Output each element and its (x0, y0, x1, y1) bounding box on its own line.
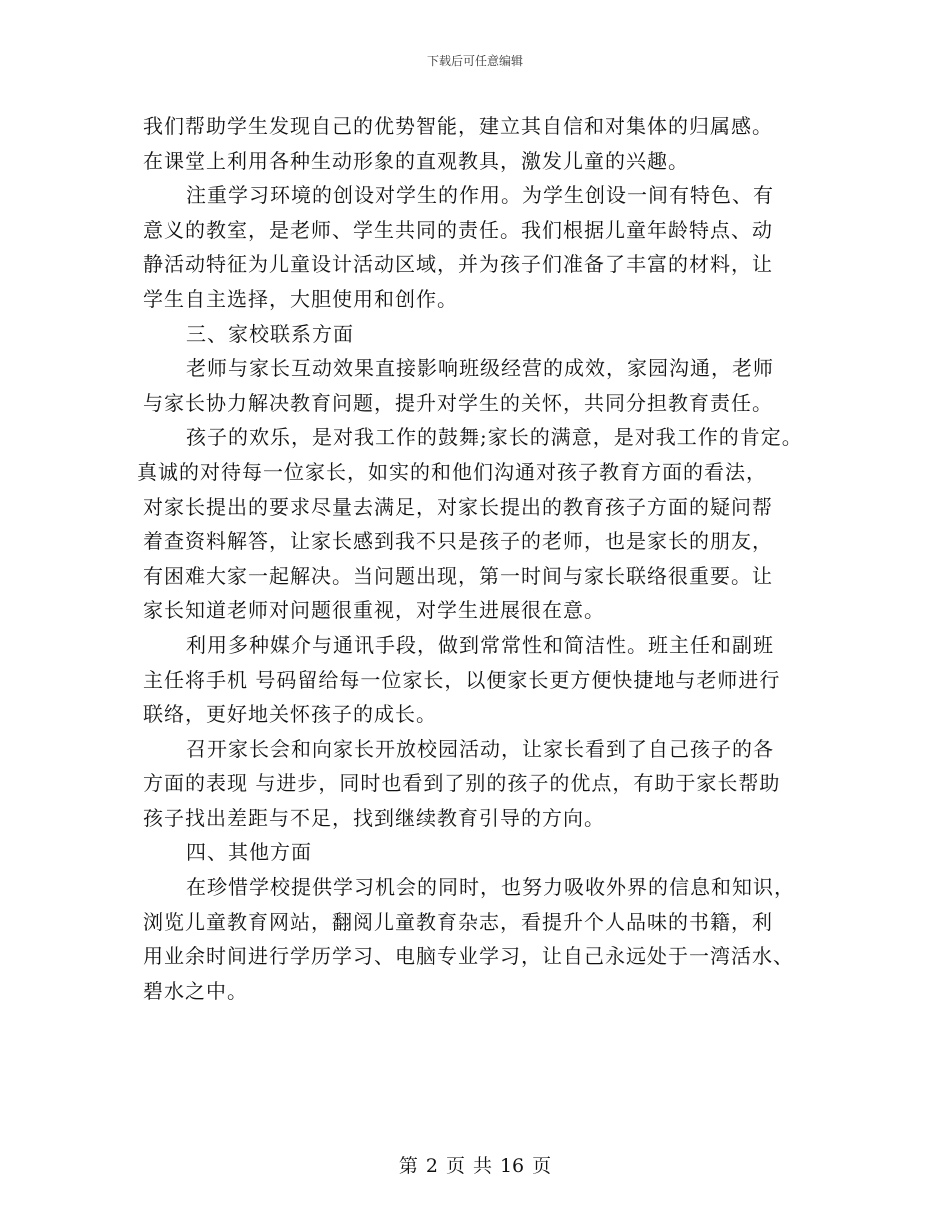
section-heading: 四、其他方面 (186, 840, 312, 865)
text-line: 方面的表现 与进步，同时也看到了别的孩子的优点，有助于家长帮助 (143, 771, 781, 796)
text-line: 孩子找出差距与不足，找到继续教育引导的方向。 (143, 805, 605, 830)
text-line: 孩子的欢乐，是对我工作的鼓舞;家长的满意，是对我工作的肯定。 (186, 425, 803, 450)
text-line: 对家长提出的要求尽量去满足，对家长提出的教育孩子方面的疑问帮 (143, 494, 773, 519)
text-line: 浏览儿童教育网站，翻阅儿童教育杂志，看提升个人品味的书籍，利 (143, 909, 773, 934)
page-header: 下载后可任意编辑 (426, 54, 523, 68)
text-line: 注重学习环境的创设对学生的作用。为学生创设一间有特色、有 (186, 183, 774, 208)
text-line: 学生自主选择，大胆使用和创作。 (143, 286, 458, 311)
text-line: 在珍惜学校提供学习机会的同时，也努力吸收外界的信息和知识， (186, 875, 795, 900)
page-unit: 页 (445, 1155, 465, 1177)
text-line: 召开家长会和向家长开放校园活动，让家长看到了自己孩子的各 (186, 736, 774, 761)
total-label: 共 (472, 1155, 492, 1177)
text-line: 有困难大家一起解决。当问题出现，第一时间与家长联络很重要。让 (143, 563, 773, 588)
document-body (137, 109, 843, 1008)
text-line: 老师与家长互动效果直接影响班级经营的成效，家园沟通，老师 (186, 356, 774, 381)
text-line: 利用多种媒介与通讯手段，做到常常性和简洁性。班主任和副班 (186, 632, 774, 657)
total-pages: 16 (499, 1155, 525, 1177)
text-line: 联络，更好地关怀孩子的成长。 (143, 702, 437, 727)
text-line: 用业余时间进行学历学习、电脑专业学习，让自己永远处于一湾活水、 (143, 944, 794, 969)
text-line: 在课堂上利用各种生动形象的直观教具，激发儿童的兴趣。 (143, 148, 689, 173)
text-line: 与家长协力解决教育问题，提升对学生的关怀，共同分担教育责任。 (143, 390, 773, 415)
text-line: 真诚的对待每一位家长，如实的和他们沟通对孩子教育方面的看法， (137, 459, 767, 484)
text-line: 着查资料解答，让家长感到我不只是孩子的老师，也是家长的朋友， (143, 529, 773, 554)
page-label: 第 (398, 1155, 418, 1177)
page-footer (0, 1154, 950, 1178)
text-line: 我们帮助学生发现自己的优势智能，建立其自信和对集体的归属感。 (143, 114, 773, 138)
text-line: 家长知道老师对问题很重视，对学生进展很在意。 (143, 598, 605, 623)
total-unit: 页 (532, 1155, 552, 1177)
section-heading: 三、家校联系方面 (186, 321, 354, 346)
text-line: 静活动特征为儿童设计活动区域，并为孩子们准备了丰富的材料，让 (143, 252, 773, 277)
text-line: 碧水之中。 (143, 978, 248, 1003)
text-line: 主任将手机 号码留给每一位家长，以便家长更方便快捷地与老师进行 (143, 667, 781, 692)
page-number: 2 (425, 1155, 438, 1177)
text-line: 意义的教室，是老师、学生共同的责任。我们根据儿童年龄特点、动 (143, 217, 773, 242)
